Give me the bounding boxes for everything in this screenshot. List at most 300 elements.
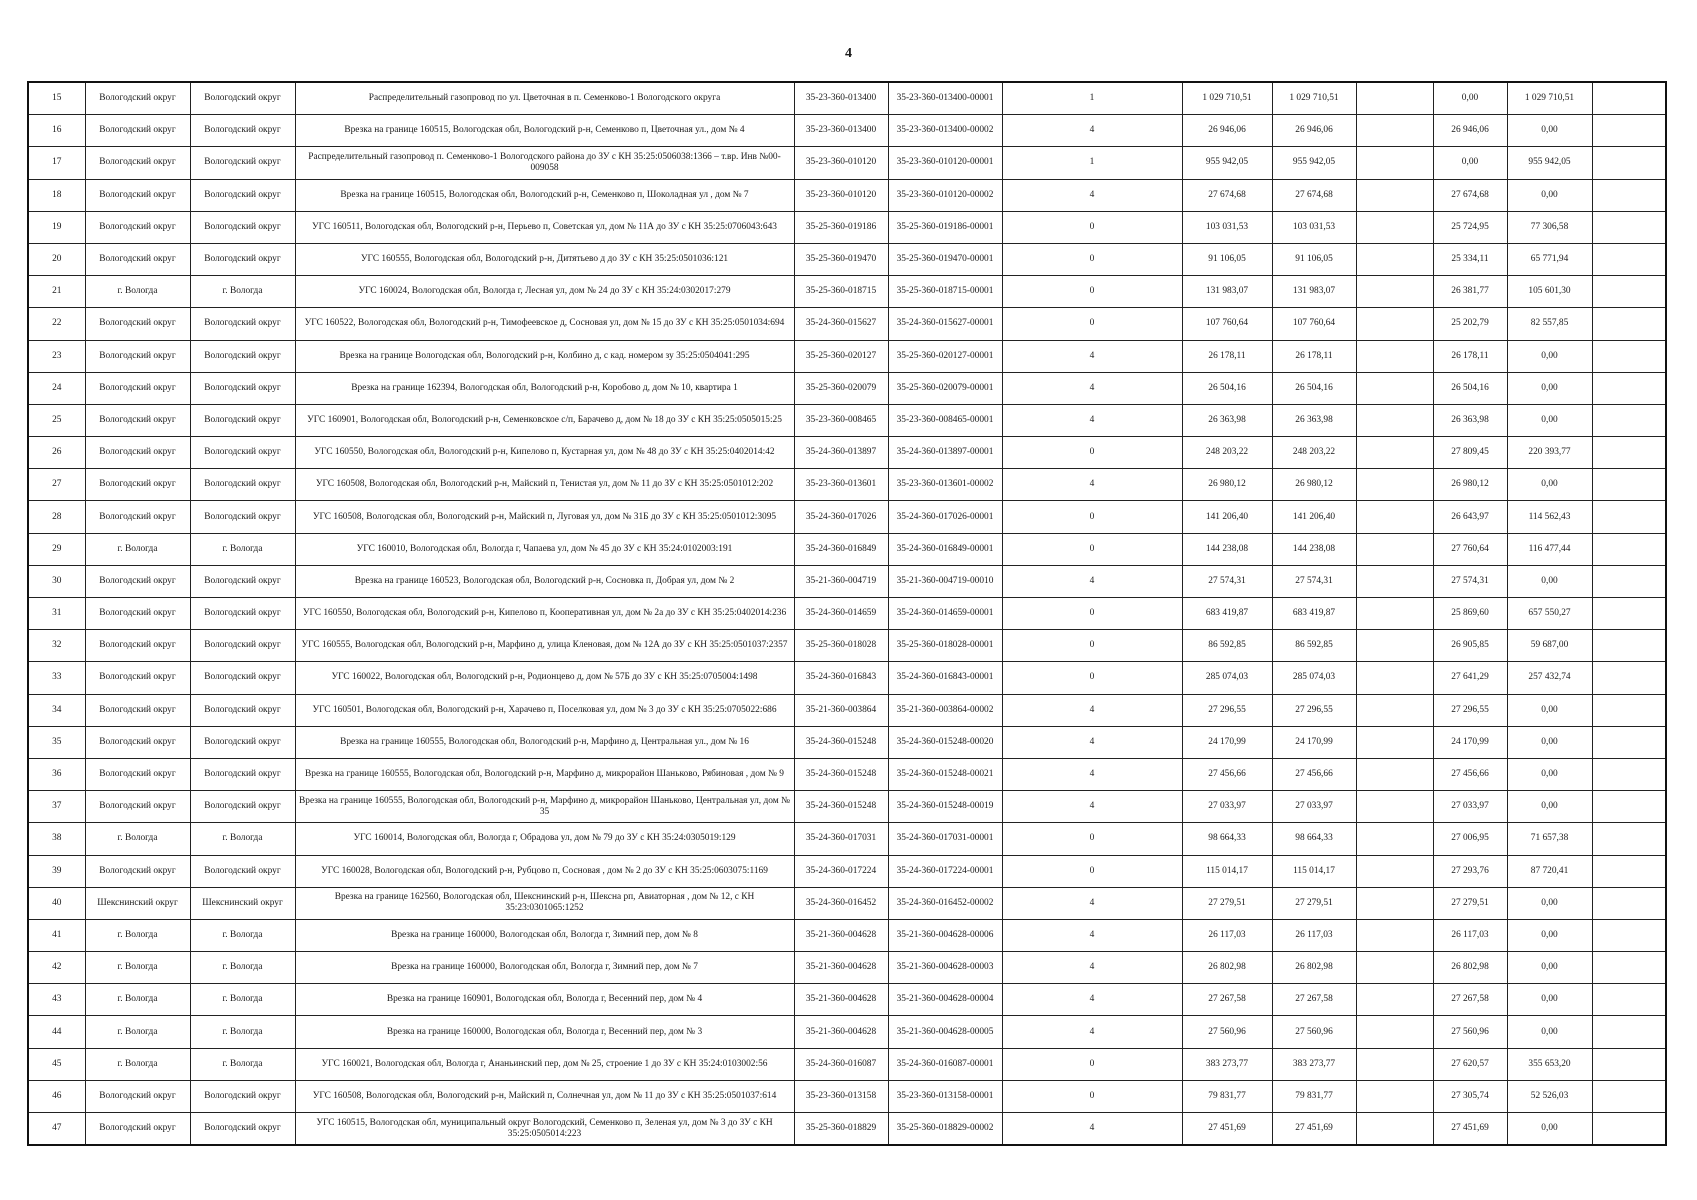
empty-cell	[1356, 276, 1433, 308]
total-cost-cell: 26 363,98	[1272, 404, 1356, 436]
row-number: 28	[28, 501, 85, 533]
object-code-cell: 35-21-360-003864-00002	[888, 694, 1002, 726]
table-row	[28, 984, 1666, 1016]
table-row	[28, 598, 1666, 630]
inventory-code-cell: 35-24-360-016843	[794, 662, 888, 694]
table-row	[28, 179, 1666, 211]
total-cost-cell: 27 267,58	[1272, 984, 1356, 1016]
empty-cell	[1592, 469, 1666, 501]
row-number: 40	[28, 887, 85, 919]
depreciation-cell: 0,00	[1433, 147, 1507, 179]
inventory-code-cell: 35-25-360-018829	[794, 1113, 888, 1146]
empty-cell	[1356, 630, 1433, 662]
residual-value-cell: 114 562,43	[1507, 501, 1592, 533]
empty-cell	[1356, 82, 1433, 115]
empty-cell	[1592, 82, 1666, 115]
municipality-cell: Вологодский округ	[85, 501, 190, 533]
total-cost-cell: 383 273,77	[1272, 1048, 1356, 1080]
object-code-cell: 35-25-360-019186-00001	[888, 211, 1002, 243]
empty-cell	[1592, 276, 1666, 308]
residual-value-cell: 65 771,94	[1507, 243, 1592, 275]
empty-cell	[1592, 1048, 1666, 1080]
empty-cell	[1356, 823, 1433, 855]
district-cell: г. Вологда	[190, 1016, 295, 1048]
initial-cost-cell: 26 946,06	[1182, 115, 1272, 147]
municipality-cell: Вологодский округ	[85, 469, 190, 501]
object-code-cell: 35-23-360-013400-00002	[888, 115, 1002, 147]
district-cell: Вологодский округ	[190, 758, 295, 790]
residual-value-cell: 116 477,44	[1507, 533, 1592, 565]
empty-cell	[1592, 565, 1666, 597]
depreciation-cell: 26 802,98	[1433, 952, 1507, 984]
depreciation-cell: 24 170,99	[1433, 726, 1507, 758]
table-row	[28, 404, 1666, 436]
initial-cost-cell: 131 983,07	[1182, 276, 1272, 308]
district-cell: Вологодский округ	[190, 179, 295, 211]
object-description-cell: УГС 160014, Вологодская обл, Вологда г, Обрадова ул, дом № 79 до ЗУ с КН 35:24:0305019:129	[295, 823, 794, 855]
row-number: 42	[28, 952, 85, 984]
total-cost-cell: 141 206,40	[1272, 501, 1356, 533]
municipality-cell: Шекснинский округ	[85, 887, 190, 919]
object-code-cell: 35-23-360-013601-00002	[888, 469, 1002, 501]
empty-cell	[1592, 308, 1666, 340]
total-cost-cell: 144 238,08	[1272, 533, 1356, 565]
table-row	[28, 1113, 1666, 1146]
empty-cell	[1592, 340, 1666, 372]
page-number: 4	[845, 46, 852, 61]
total-cost-cell: 26 946,06	[1272, 115, 1356, 147]
inventory-code-cell: 35-24-360-017031	[794, 823, 888, 855]
initial-cost-cell: 24 170,99	[1182, 726, 1272, 758]
district-cell: Вологодский округ	[190, 791, 295, 823]
row-number: 19	[28, 211, 85, 243]
municipality-cell: г. Вологда	[85, 1016, 190, 1048]
residual-value-cell: 105 601,30	[1507, 276, 1592, 308]
category-cell: 4	[1002, 565, 1182, 597]
empty-cell	[1356, 662, 1433, 694]
row-number: 44	[28, 1016, 85, 1048]
category-cell: 4	[1002, 887, 1182, 919]
inventory-code-cell: 35-21-360-004628	[794, 984, 888, 1016]
initial-cost-cell: 26 117,03	[1182, 919, 1272, 951]
initial-cost-cell: 141 206,40	[1182, 501, 1272, 533]
empty-cell	[1592, 726, 1666, 758]
table-row	[28, 147, 1666, 179]
district-cell: г. Вологда	[190, 919, 295, 951]
municipality-cell: Вологодский округ	[85, 662, 190, 694]
row-number: 36	[28, 758, 85, 790]
depreciation-cell: 27 006,95	[1433, 823, 1507, 855]
object-code-cell: 35-24-360-015248-00019	[888, 791, 1002, 823]
row-number: 35	[28, 726, 85, 758]
depreciation-cell: 26 117,03	[1433, 919, 1507, 951]
district-cell: г. Вологда	[190, 823, 295, 855]
district-cell: Вологодский округ	[190, 1113, 295, 1146]
total-cost-cell: 683 419,87	[1272, 598, 1356, 630]
initial-cost-cell: 26 802,98	[1182, 952, 1272, 984]
empty-cell	[1356, 243, 1433, 275]
table-row	[28, 919, 1666, 951]
table-row	[28, 340, 1666, 372]
depreciation-cell: 25 202,79	[1433, 308, 1507, 340]
municipality-cell: Вологодский округ	[85, 437, 190, 469]
initial-cost-cell: 955 942,05	[1182, 147, 1272, 179]
empty-cell	[1592, 501, 1666, 533]
object-description-cell: УГС 160550, Вологодская обл, Вологодский р-н, Кипелово п, Кооперативная ул, дом № 2а до ЗУ с КН 35:25:0402014:236	[295, 598, 794, 630]
total-cost-cell: 27 451,69	[1272, 1113, 1356, 1146]
row-number: 23	[28, 340, 85, 372]
inventory-code-cell: 35-25-360-018028	[794, 630, 888, 662]
depreciation-cell: 27 560,96	[1433, 1016, 1507, 1048]
empty-cell	[1592, 533, 1666, 565]
object-description-cell: УГС 160021, Вологодская обл, Вологда г, Ананьинский пер, дом № 25, строение 1 до ЗУ с КН 35:24:0103002:56	[295, 1048, 794, 1080]
depreciation-cell: 27 456,66	[1433, 758, 1507, 790]
row-number: 32	[28, 630, 85, 662]
row-number: 45	[28, 1048, 85, 1080]
category-cell: 4	[1002, 694, 1182, 726]
initial-cost-cell: 98 664,33	[1182, 823, 1272, 855]
category-cell: 4	[1002, 758, 1182, 790]
total-cost-cell: 26 504,16	[1272, 372, 1356, 404]
object-description-cell: УГС 160501, Вологодская обл, Вологодский р-н, Харачево п, Поселковая ул, дом № 3 до ЗУ с КН 35:25:0705022:686	[295, 694, 794, 726]
municipality-cell: Вологодский округ	[85, 404, 190, 436]
object-description-cell: УГС 160555, Вологодская обл, Вологодский р-н, Марфино д, улица Кленовая, дом № 12А до ЗУ с КН 35:25:0501037:2357	[295, 630, 794, 662]
total-cost-cell: 27 574,31	[1272, 565, 1356, 597]
depreciation-cell: 27 033,97	[1433, 791, 1507, 823]
district-cell: Вологодский округ	[190, 211, 295, 243]
row-number: 47	[28, 1113, 85, 1146]
object-description-cell: УГС 160515, Вологодская обл, муниципальный округ Вологодский, Семенково п, Зеленая ул, дом № 3 до ЗУ с КН 35:25:0505014:223	[295, 1113, 794, 1146]
empty-cell	[1356, 694, 1433, 726]
inventory-code-cell: 35-24-360-016849	[794, 533, 888, 565]
total-cost-cell: 27 296,55	[1272, 694, 1356, 726]
empty-cell	[1356, 758, 1433, 790]
category-cell: 0	[1002, 437, 1182, 469]
object-description-cell: Распределительный газопровод п. Семенково-1 Вологодского района до ЗУ с КН 35:25:0506038:1366 – т.вр. Инв №00-009058	[295, 147, 794, 179]
municipality-cell: Вологодский округ	[85, 791, 190, 823]
object-code-cell: 35-21-360-004628-00003	[888, 952, 1002, 984]
initial-cost-cell: 683 419,87	[1182, 598, 1272, 630]
empty-cell	[1356, 469, 1433, 501]
empty-cell	[1356, 115, 1433, 147]
object-code-cell: 35-24-360-016087-00001	[888, 1048, 1002, 1080]
district-cell: Вологодский округ	[190, 372, 295, 404]
municipality-cell: Вологодский округ	[85, 1080, 190, 1112]
total-cost-cell: 131 983,07	[1272, 276, 1356, 308]
empty-cell	[1592, 823, 1666, 855]
row-number: 31	[28, 598, 85, 630]
empty-cell	[1356, 1048, 1433, 1080]
municipality-cell: Вологодский округ	[85, 340, 190, 372]
object-code-cell: 35-21-360-004628-00006	[888, 919, 1002, 951]
object-description-cell: Врезка на границе 160901, Вологодская обл, Вологда г, Весенний пер, дом № 4	[295, 984, 794, 1016]
residual-value-cell: 0,00	[1507, 340, 1592, 372]
district-cell: г. Вологда	[190, 1048, 295, 1080]
row-number: 27	[28, 469, 85, 501]
empty-cell	[1592, 887, 1666, 919]
empty-cell	[1592, 630, 1666, 662]
depreciation-cell: 26 905,85	[1433, 630, 1507, 662]
object-description-cell: Врезка на границе 160000, Вологодская обл, Вологда г, Зимний пер, дом № 7	[295, 952, 794, 984]
depreciation-cell: 27 279,51	[1433, 887, 1507, 919]
table-row	[28, 823, 1666, 855]
row-number: 43	[28, 984, 85, 1016]
initial-cost-cell: 144 238,08	[1182, 533, 1272, 565]
municipality-cell: Вологодский округ	[85, 726, 190, 758]
residual-value-cell: 955 942,05	[1507, 147, 1592, 179]
district-cell: Вологодский округ	[190, 598, 295, 630]
table-row	[28, 308, 1666, 340]
object-description-cell: УГС 160010, Вологодская обл, Вологда г, Чапаева ул, дом № 45 до ЗУ с КН 35:24:0102003:191	[295, 533, 794, 565]
total-cost-cell: 98 664,33	[1272, 823, 1356, 855]
table-row	[28, 630, 1666, 662]
row-number: 18	[28, 179, 85, 211]
initial-cost-cell: 103 031,53	[1182, 211, 1272, 243]
table-row	[28, 437, 1666, 469]
depreciation-cell: 27 809,45	[1433, 437, 1507, 469]
municipality-cell: Вологодский округ	[85, 211, 190, 243]
inventory-code-cell: 35-24-360-016087	[794, 1048, 888, 1080]
district-cell: Вологодский округ	[190, 82, 295, 115]
district-cell: г. Вологда	[190, 533, 295, 565]
residual-value-cell: 220 393,77	[1507, 437, 1592, 469]
inventory-code-cell: 35-24-360-015248	[794, 726, 888, 758]
district-cell: Вологодский округ	[190, 855, 295, 887]
category-cell: 1	[1002, 82, 1182, 115]
empty-cell	[1592, 919, 1666, 951]
municipality-cell: Вологодский округ	[85, 598, 190, 630]
district-cell: Вологодский округ	[190, 147, 295, 179]
object-description-cell: УГС 160024, Вологодская обл, Вологда г, Лесная ул, дом № 24 до ЗУ с КН 35:24:0302017:279	[295, 276, 794, 308]
empty-cell	[1592, 243, 1666, 275]
residual-value-cell: 257 432,74	[1507, 662, 1592, 694]
residual-value-cell: 52 526,03	[1507, 1080, 1592, 1112]
total-cost-cell: 27 279,51	[1272, 887, 1356, 919]
total-cost-cell: 26 117,03	[1272, 919, 1356, 951]
table-row	[28, 887, 1666, 919]
empty-cell	[1592, 598, 1666, 630]
municipality-cell: г. Вологда	[85, 919, 190, 951]
empty-cell	[1356, 791, 1433, 823]
empty-cell	[1592, 404, 1666, 436]
total-cost-cell: 115 014,17	[1272, 855, 1356, 887]
empty-cell	[1356, 147, 1433, 179]
object-description-cell: УГС 160522, Вологодская обл, Вологодский р-н, Тимофеевское д, Сосновая ул, дом № 15 до ЗУ с КН 35:25:0501034:694	[295, 308, 794, 340]
empty-cell	[1592, 758, 1666, 790]
object-description-cell: Врезка на границе 160555, Вологодская обл, Вологодский р-н, Марфино д, Центральная ул., дом № 16	[295, 726, 794, 758]
depreciation-cell: 27 267,58	[1433, 984, 1507, 1016]
object-description-cell: УГС 160508, Вологодская обл, Вологодский р-н, Майский п, Луговая ул, дом № 31Б до ЗУ с КН 35:25:0501012:3095	[295, 501, 794, 533]
empty-cell	[1356, 179, 1433, 211]
initial-cost-cell: 27 279,51	[1182, 887, 1272, 919]
empty-cell	[1592, 1113, 1666, 1146]
initial-cost-cell: 91 106,05	[1182, 243, 1272, 275]
municipality-cell: г. Вологда	[85, 823, 190, 855]
empty-cell	[1592, 372, 1666, 404]
district-cell: Вологодский округ	[190, 630, 295, 662]
depreciation-cell: 26 178,11	[1433, 340, 1507, 372]
object-code-cell: 35-25-360-020127-00001	[888, 340, 1002, 372]
empty-cell	[1356, 308, 1433, 340]
category-cell: 0	[1002, 211, 1182, 243]
object-description-cell: Врезка на границе 160000, Вологодская обл, Вологда г, Весенний пер, дом № 3	[295, 1016, 794, 1048]
empty-cell	[1356, 533, 1433, 565]
initial-cost-cell: 27 456,66	[1182, 758, 1272, 790]
empty-cell	[1356, 437, 1433, 469]
row-number: 41	[28, 919, 85, 951]
table-row	[28, 565, 1666, 597]
municipality-cell: Вологодский округ	[85, 758, 190, 790]
initial-cost-cell: 115 014,17	[1182, 855, 1272, 887]
initial-cost-cell: 1 029 710,51	[1182, 82, 1272, 115]
initial-cost-cell: 383 273,77	[1182, 1048, 1272, 1080]
depreciation-cell: 26 381,77	[1433, 276, 1507, 308]
category-cell: 0	[1002, 308, 1182, 340]
district-cell: Вологодский округ	[190, 501, 295, 533]
table-row	[28, 211, 1666, 243]
district-cell: г. Вологда	[190, 984, 295, 1016]
initial-cost-cell: 285 074,03	[1182, 662, 1272, 694]
category-cell: 4	[1002, 1113, 1182, 1146]
municipality-cell: Вологодский округ	[85, 565, 190, 597]
residual-value-cell: 82 557,85	[1507, 308, 1592, 340]
empty-cell	[1592, 211, 1666, 243]
object-code-cell: 35-23-360-008465-00001	[888, 404, 1002, 436]
depreciation-cell: 26 980,12	[1433, 469, 1507, 501]
table-row	[28, 82, 1666, 115]
inventory-code-cell: 35-21-360-004628	[794, 952, 888, 984]
empty-cell	[1592, 147, 1666, 179]
depreciation-cell: 27 296,55	[1433, 694, 1507, 726]
table-row	[28, 1080, 1666, 1112]
object-code-cell: 35-24-360-017026-00001	[888, 501, 1002, 533]
inventory-code-cell: 35-24-360-014659	[794, 598, 888, 630]
object-description-cell: УГС 160555, Вологодская обл, Вологодский р-н, Дитятьево д до ЗУ с КН 35:25:0501036:121	[295, 243, 794, 275]
inventory-code-cell: 35-23-360-013400	[794, 82, 888, 115]
category-cell: 4	[1002, 952, 1182, 984]
municipality-cell: г. Вологда	[85, 533, 190, 565]
table-row	[28, 952, 1666, 984]
initial-cost-cell: 27 560,96	[1182, 1016, 1272, 1048]
object-code-cell: 35-24-360-017031-00001	[888, 823, 1002, 855]
inventory-code-cell: 35-21-360-003864	[794, 694, 888, 726]
object-description-cell: Врезка на границе 162560, Вологодская обл, Шекснинский р-н, Шексна рп, Авиаторная , дом № 12, с КН 35:23:0301065:1252	[295, 887, 794, 919]
empty-cell	[1592, 791, 1666, 823]
object-code-cell: 35-24-360-014659-00001	[888, 598, 1002, 630]
category-cell: 4	[1002, 726, 1182, 758]
empty-cell	[1356, 1113, 1433, 1146]
table-row	[28, 694, 1666, 726]
object-code-cell: 35-24-360-013897-00001	[888, 437, 1002, 469]
municipality-cell: Вологодский округ	[85, 115, 190, 147]
object-description-cell: УГС 160028, Вологодская обл, Вологодский р-н, Рубцово п, Сосновая , дом № 2 до ЗУ с КН 35:25:0603075:1169	[295, 855, 794, 887]
district-cell: Шекснинский округ	[190, 887, 295, 919]
row-number: 25	[28, 404, 85, 436]
depreciation-cell: 27 574,31	[1433, 565, 1507, 597]
initial-cost-cell: 248 203,22	[1182, 437, 1272, 469]
district-cell: г. Вологда	[190, 276, 295, 308]
row-number: 46	[28, 1080, 85, 1112]
category-cell: 4	[1002, 115, 1182, 147]
table-row	[28, 1016, 1666, 1048]
object-code-cell: 35-21-360-004628-00004	[888, 984, 1002, 1016]
empty-cell	[1592, 179, 1666, 211]
total-cost-cell: 24 170,99	[1272, 726, 1356, 758]
row-number: 21	[28, 276, 85, 308]
table-row	[28, 115, 1666, 147]
object-description-cell: Врезка на границе Вологодская обл, Вологодский р-н, Колбино д, с кад. номером зу 35:25:0504041:295	[295, 340, 794, 372]
empty-cell	[1356, 211, 1433, 243]
district-cell: Вологодский округ	[190, 115, 295, 147]
municipality-cell: г. Вологда	[85, 1048, 190, 1080]
category-cell: 0	[1002, 501, 1182, 533]
object-description-cell: УГС 160550, Вологодская обл, Вологодский р-н, Кипелово п, Кустарная ул, дом № 48 до ЗУ с КН 35:25:0402014:42	[295, 437, 794, 469]
row-number: 34	[28, 694, 85, 726]
municipality-cell: Вологодский округ	[85, 1113, 190, 1146]
residual-value-cell: 1 029 710,51	[1507, 82, 1592, 115]
row-number: 33	[28, 662, 85, 694]
category-cell: 4	[1002, 984, 1182, 1016]
inventory-code-cell: 35-25-360-018715	[794, 276, 888, 308]
row-number: 38	[28, 823, 85, 855]
object-code-cell: 35-25-360-018715-00001	[888, 276, 1002, 308]
inventory-code-cell: 35-23-360-013601	[794, 469, 888, 501]
data-table	[27, 81, 1667, 1146]
inventory-code-cell: 35-25-360-019186	[794, 211, 888, 243]
category-cell: 0	[1002, 533, 1182, 565]
inventory-code-cell: 35-24-360-013897	[794, 437, 888, 469]
inventory-code-cell: 35-23-360-008465	[794, 404, 888, 436]
municipality-cell: Вологодский округ	[85, 630, 190, 662]
empty-cell	[1356, 565, 1433, 597]
table-row	[28, 758, 1666, 790]
municipality-cell: Вологодский округ	[85, 372, 190, 404]
inventory-code-cell: 35-24-360-015248	[794, 791, 888, 823]
object-code-cell: 35-23-360-013158-00001	[888, 1080, 1002, 1112]
residual-value-cell: 0,00	[1507, 1016, 1592, 1048]
category-cell: 4	[1002, 791, 1182, 823]
object-code-cell: 35-24-360-016452-00002	[888, 887, 1002, 919]
row-number: 16	[28, 115, 85, 147]
row-number: 17	[28, 147, 85, 179]
residual-value-cell: 0,00	[1507, 565, 1592, 597]
table-row	[28, 726, 1666, 758]
category-cell: 0	[1002, 243, 1182, 275]
category-cell: 4	[1002, 919, 1182, 951]
row-number: 39	[28, 855, 85, 887]
row-number: 20	[28, 243, 85, 275]
object-code-cell: 35-24-360-016843-00001	[888, 662, 1002, 694]
empty-cell	[1356, 855, 1433, 887]
district-cell: Вологодский округ	[190, 404, 295, 436]
inventory-code-cell: 35-21-360-004628	[794, 919, 888, 951]
initial-cost-cell: 26 980,12	[1182, 469, 1272, 501]
district-cell: Вологодский округ	[190, 308, 295, 340]
initial-cost-cell: 26 363,98	[1182, 404, 1272, 436]
total-cost-cell: 27 560,96	[1272, 1016, 1356, 1048]
table-row	[28, 533, 1666, 565]
object-description-cell: УГС 160508, Вологодская обл, Вологодский р-н, Майский п, Тенистая ул, дом № 11 до ЗУ с КН 35:25:0501012:202	[295, 469, 794, 501]
depreciation-cell: 27 641,29	[1433, 662, 1507, 694]
total-cost-cell: 285 074,03	[1272, 662, 1356, 694]
inventory-code-cell: 35-24-360-016452	[794, 887, 888, 919]
object-description-cell: Врезка на границе 160555, Вологодская обл, Вологодский р-н, Марфино д, микрорайон Шаньково, Центральная ул, дом № 35	[295, 791, 794, 823]
municipality-cell: Вологодский округ	[85, 243, 190, 275]
inventory-code-cell: 35-21-360-004719	[794, 565, 888, 597]
category-cell: 0	[1002, 276, 1182, 308]
depreciation-cell: 27 674,68	[1433, 179, 1507, 211]
initial-cost-cell: 27 033,97	[1182, 791, 1272, 823]
